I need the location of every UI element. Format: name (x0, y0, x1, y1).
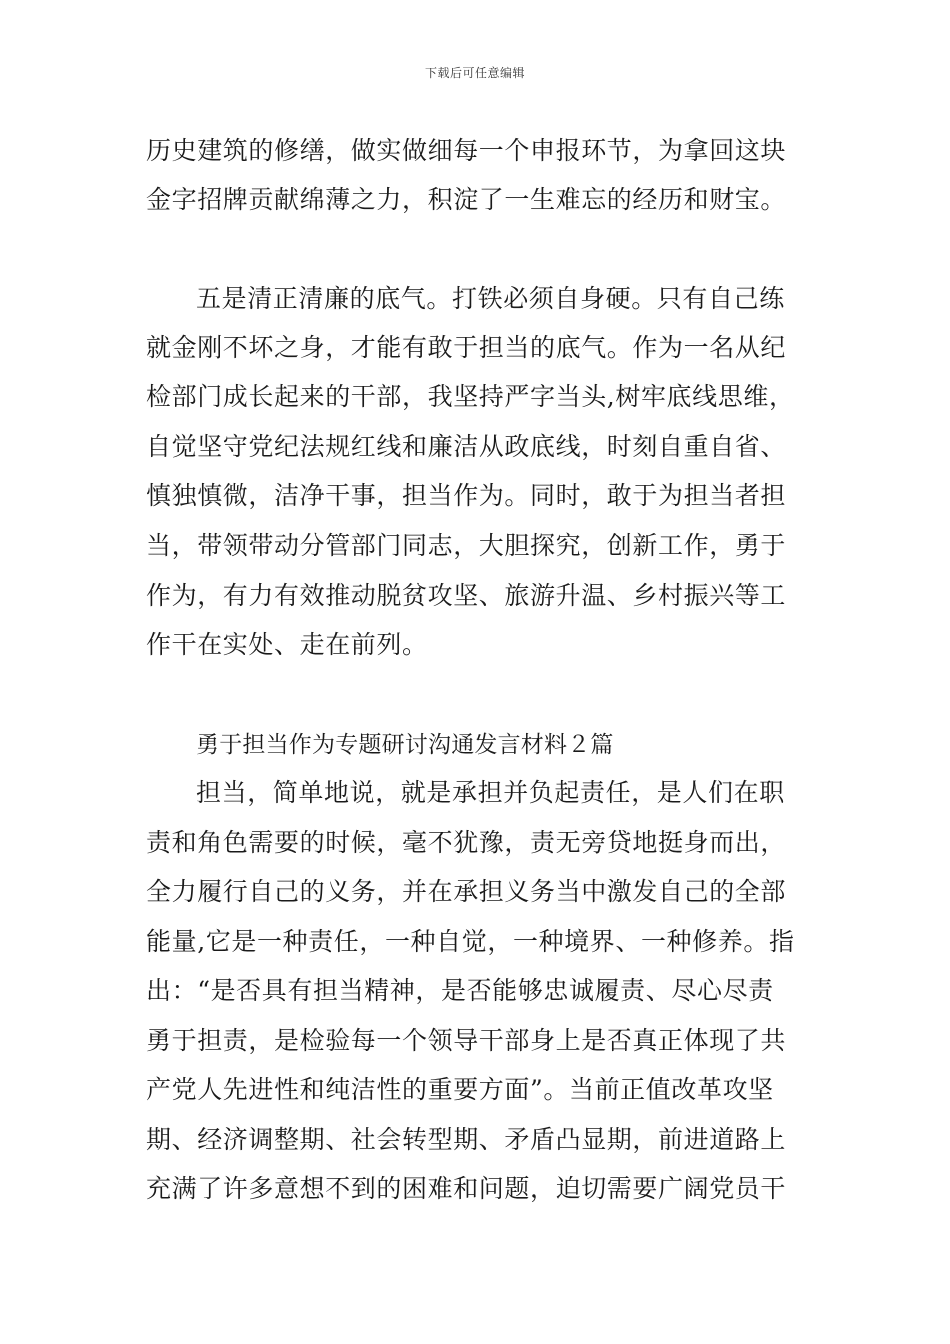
paragraph-line: 历史建筑的修缮，做实做细每一个申报环节，为拿回这块 (146, 136, 787, 165)
paragraph-line: 作为，有力有效推动脱贫攻坚、旅游升温、乡村振兴等工 (146, 581, 787, 610)
paragraph-line: 充满了许多意想不到的困难和问题，迫切需要广阔党员干 (146, 1174, 787, 1203)
paragraph-line: 当，带领带动分管部门同志，大胆探究，创新工作，勇于 (146, 531, 787, 560)
paragraph-line: 作干在实处、走在前列。 (146, 630, 428, 659)
paragraph-line: 期、经济调整期、社会转型期、矛盾凸显期，前进道路上 (146, 1125, 787, 1154)
paragraph-line: 产党人先进性和纯洁性的重要方面”。当前正值改革攻坚 (146, 1075, 774, 1104)
paragraph-line: 慎独慎微，洁净干事，担当作为。同时，敢于为担当者担 (146, 481, 787, 510)
section-title: 勇于担当作为专题研讨沟通发言材料２篇 (196, 732, 614, 758)
paragraph-line: 责和角色需要的时候，毫不犹豫，责无旁贷地挺身而出， (146, 828, 787, 857)
paragraph-line: 五是清正清廉的底气。打铁必须自身硬。只有自己练 (196, 284, 785, 313)
paragraph-line: 金字招牌贡献绵薄之力，积淀了一生难忘的经历和财宝。 (146, 185, 787, 214)
paragraph-line: 勇于担责，是检验每一个领导干部身上是否真正体现了共 (146, 1026, 787, 1055)
paragraph-line: 能量,它是一种责任，一种自觉，一种境界、一种修养。指 (146, 927, 795, 956)
page-header: 下载后可任意编辑 (424, 66, 525, 80)
paragraph-line: 出：“是否具有担当精神，是否能够忠诚履责、尽心尽责 (146, 976, 774, 1005)
paragraph-line: 担当，简单地说，就是承担并负起责任，是人们在职 (196, 778, 785, 807)
paragraph-line: 就金刚不坏之身，才能有敢于担当的底气。作为一名从纪 (146, 333, 787, 362)
paragraph-line: 检部门成长起来的干部，我坚持严字当头,树牢底线思维， (146, 382, 795, 411)
paragraph-line: 自觉坚守党纪法规红线和廉洁从政底线，时刻自重自省、 (146, 432, 787, 461)
paragraph-line: 全力履行自己的义务，并在承担义务当中激发自己的全部 (146, 877, 787, 906)
